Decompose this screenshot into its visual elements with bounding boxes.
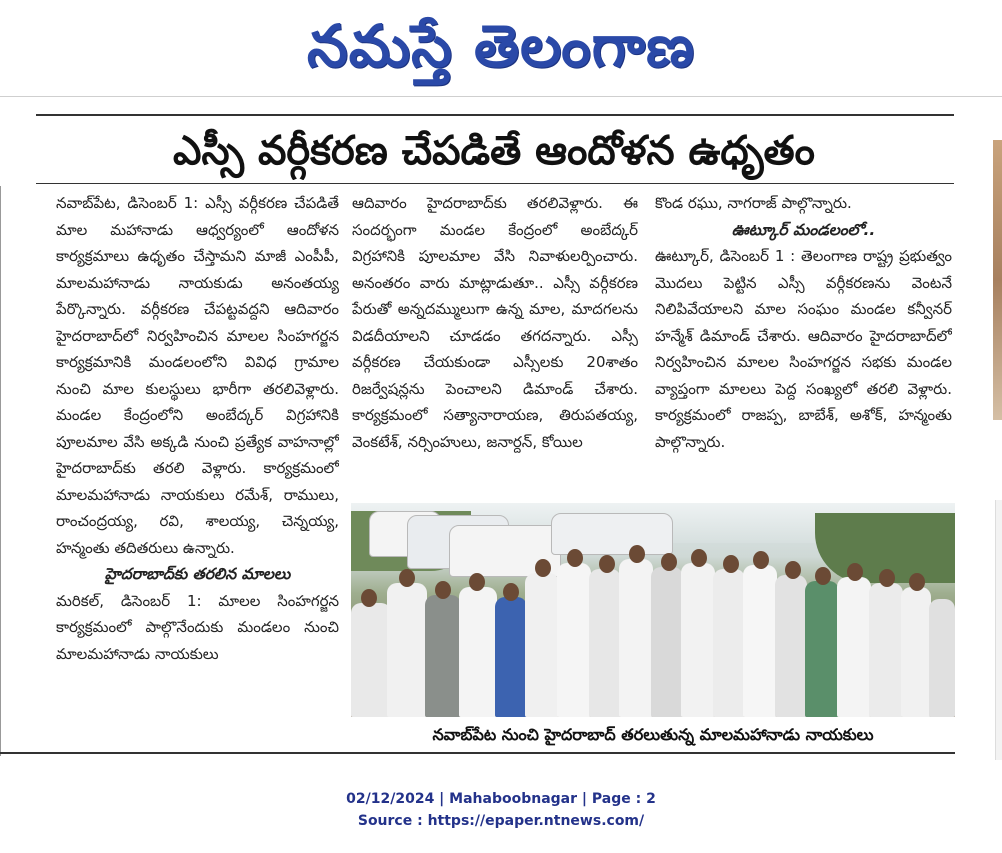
headline-bottom-rule (36, 183, 954, 184)
epaper-footer (0, 788, 1002, 832)
photo-crowd-figure (525, 573, 559, 717)
bottom-clipped-strip (0, 762, 1002, 774)
article-column-3 (655, 190, 952, 496)
photo-car (551, 513, 673, 555)
column-1-body: నవాబ్‌పేట, డిసెంబర్ 1: ఎస్సీ వర్గీకరణ చేపడితే మాల మహానాడు ఆధ్వర్యంలో ఆందోళన కార్యక్రమాలు ఉధృతం చేస్తామని మాజీ ఎంపీపీ, మాలమహానాడు నాయకుడు అనంతయ్య పేర్కొన్నారు. వర్గీకరణ చేపట్టవద్దని ఆదివారం హైదరాబాద్‌లో నిర్వహించిన మాలల సింహగర్జన కార్యక్రమానికి మండలంలోని వివిధ గ్రామాల నుంచి మాల కులస్థులు భారీగా తరలివెళ్లారు. మండల కేంద్రంలోని అంబేద్కర్ విగ్రహానికి పూలమాల వేసి అక్కడి నుంచి ప్రత్యేక వాహనాల్లో హైదరాబాద్‌కు తరలి వెళ్లారు. కార్యక్రమంలో మాలమహానాడు నాయకులు రమేశ్, రాములు, రాంచంద్రయ్య, రవి, శాలయ్య, చెన్నయ్య, హన్మంతు తదితరులు ఉన్నారు. (56, 194, 339, 557)
footer-source: Source : https://epaper.ntnews.com/ (357, 813, 645, 829)
photo-crowd-figure (743, 565, 777, 717)
photo-crowd-figure (929, 599, 955, 717)
column-3-body: ఊట్కూర్, డిసెంబర్ 1 : తెలంగాణ రాష్ట్ర ప్రభుత్వం మొదలు పెట్టిన ఎస్సీ వర్గీకరణను వెంటనే నిలిపివేయాలని మాల సంఘం మండల కన్వీనర్ హన్మేశ్ డిమాండ్ చేశారు. ఆదివారం హైదరాబాద్‌లో నిర్వహించిన మాలల సింహగర్జన సభకు మండల వ్యాప్తంగా మాలలు పెద్ద సంఖ్యలో తరలి వెళ్లారు. కార్యక్రమంలో రాజప్ప, బాబేశ్, అశోక్, హన్మంతు పాల్గొన్నారు. (655, 247, 952, 451)
photo-crowd-figure (495, 597, 527, 717)
photo-crowd-figure (557, 563, 591, 717)
masthead (0, 0, 1002, 92)
photo-crowd-head (753, 551, 769, 569)
photo-crowd-head (815, 567, 831, 585)
article-column-1 (56, 190, 339, 750)
bottom-rule (0, 752, 955, 754)
photo-crowd-figure (805, 581, 839, 717)
photo-crowd-figure (619, 559, 653, 717)
column-1-subheading: హైదరాబాద్‌కు తరలిన మాలలు (104, 565, 291, 583)
photo-crowd-head (629, 545, 645, 563)
photo-crowd-head (691, 549, 707, 567)
column-3-subheading: ఊట్కూర్ మండలంలో.. (731, 220, 876, 239)
photo-crowd-head (503, 583, 519, 601)
column-3-lead: కొండ రఘు, నాగరాజ్ పాల్గొన్నారు. (655, 194, 852, 212)
right-edge-photo-fragment (993, 140, 1002, 420)
photo-crowd-figure (869, 583, 903, 717)
photo-crowd-figure (351, 603, 391, 717)
photo-crowd-figure (651, 567, 683, 717)
photo-crowd-head (723, 555, 739, 573)
article-photo (351, 503, 955, 717)
photo-crowd-figure (775, 575, 807, 717)
photo-crowd-head (785, 561, 801, 579)
column-2-body: ఆదివారం హైదరాబాద్‌కు తరలివెళ్లారు. ఈ సందర్భంగా మండల కేంద్రంలో అంబేద్కర్ విగ్రహానికి పూలమాల వేసి నివాళులర్పించారు. అనంతరం వారు మాట్లాడుతూ.. ఎస్సీ వర్గీకరణ పేరుతో అన్నదమ్ములుగా ఉన్న మాల, మాదగలను విడదీయాలని చూడడం తగదన్నారు. ఎస్సీ వర్గీకరణ చేయకుండా ఎస్సీలకు 20శాతం రిజర్వేషన్లను పెంచాలని డిమాండ్ చేశారు. కార్యక్రమంలో సత్యానారాయణ, తిరుపతయ్య, వెంకటేశ్, నర్సింహులు, జనార్దన్, కోయిల (352, 194, 638, 451)
photo-crowd-head (879, 569, 895, 587)
photo-caption: నవాబ్‌పేట నుంచి హైదరాబాద్ తరలుతున్న మాలమహానాడు నాయకులు (432, 725, 874, 744)
photo-crowd-head (847, 563, 863, 581)
column-1-tail: మరికల్, డిసెంబర్ 1: మాలల సింహగర్జన కార్యక్రమంలో పాల్గొనేందుకు మండలం నుంచి మాలమహానాడు నాయకులు (56, 591, 339, 663)
photo-crowd-head (399, 569, 415, 587)
photo-crowd-head (435, 581, 451, 599)
article-column-2 (352, 190, 638, 496)
article-headline: ఎస్సీ వర్గీకరణ చేపడితే ఆందోళన ఉధృతం (173, 128, 815, 174)
photo-crowd-head (661, 553, 677, 571)
photo-crowd-figure (589, 569, 621, 717)
photo-crowd-head (535, 559, 551, 577)
left-column-border (0, 186, 1, 756)
photo-crowd-head (909, 573, 925, 591)
photo-crowd-head (599, 555, 615, 573)
footer-date-edition: 02/12/2024 | Mahaboobnagar | Page : 2 (346, 791, 656, 807)
photo-crowd-figure (681, 563, 715, 717)
photo-crowd-figure (425, 595, 461, 717)
photo-crowd-figure (837, 577, 871, 717)
headline-top-rule (36, 114, 954, 116)
photo-crowd-head (469, 573, 485, 591)
newspaper-logo: నమస్తే తెలంగాణ (307, 12, 695, 80)
photo-crowd-figure (901, 587, 931, 717)
photo-crowd-head (361, 589, 377, 607)
right-edge-column-fragment (995, 500, 1002, 760)
photo-crowd-figure (459, 587, 497, 717)
photo-crowd-head (567, 549, 583, 567)
photo-crowd-figure (713, 569, 745, 717)
top-clipped-strip (0, 96, 1002, 107)
photo-crowd-figure (387, 583, 427, 717)
